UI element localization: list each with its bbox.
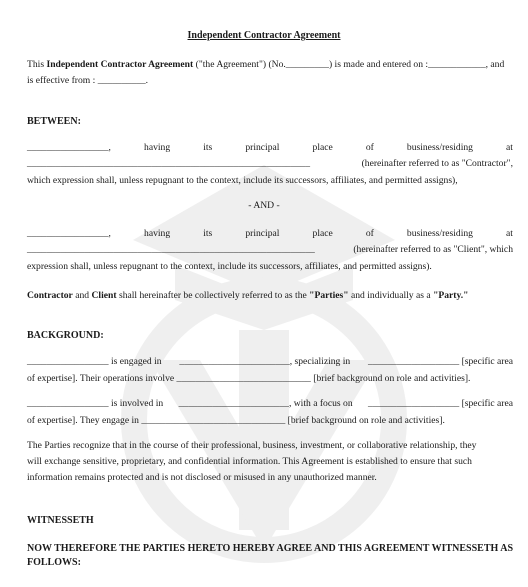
party2-hereinafter: (hereinafter referred to as "Client", which [353,244,513,255]
parties-definition [27,290,469,302]
party2-word: business/residing [406,228,473,239]
background-row-1 [27,356,513,368]
witnesseth-heading: WITNESSETH [27,515,94,526]
party2-line-1 [27,228,513,240]
party1-word: at [506,142,513,153]
parties-text: and individually as a [350,290,431,301]
party1-name-blank[interactable]: _________________, [27,142,111,153]
party1-word: place [312,142,333,153]
parties-term: Contractor [27,290,73,301]
party1-line-1 [27,142,513,154]
party1-hereinafter: (hereinafter referred to as "Contractor", [361,158,513,169]
party1-address-blank[interactable]: ___________________________________________________________ [27,158,311,169]
background-row-3 [27,398,513,410]
party2-word: its [203,228,213,239]
party2-line-3: expression shall, unless repugnant to the context, include its successors, affiliates, and permitted assigns). [27,261,432,272]
entered-date-blank[interactable]: ____________ [428,59,486,70]
party2-address-blank[interactable]: ____________________________________________________________ [27,244,315,255]
party1-line-2 [27,158,513,170]
background-cell: ___________________ [specific area [368,398,513,409]
party2-name-blank[interactable]: _________________, [27,228,111,239]
agreement-number-blank[interactable]: _________ [285,59,329,70]
party1-word: of [365,142,374,153]
intro-pre: This [27,59,45,70]
parties-term: "Party." [433,290,469,301]
document-title: Independent Contractor Agreement [187,30,341,41]
intro-line-1 [27,59,513,71]
effective-from-label: is effective from : [27,75,96,86]
parties-term: "Parties" [309,290,349,301]
background-cell: _________________ is engaged in [27,356,162,367]
party2-word: of [365,228,374,239]
background-row-2: of expertise]. Their operations involve ____________________________ [brief background on role and activities]. [27,373,471,384]
background-cell: _________________ is involved in [27,398,164,409]
agreement-name: Independent Contractor Agreement [46,59,194,70]
background-cell: _______________________, with a focus on [178,398,353,409]
intro-end: , and [485,59,505,70]
party2-word: principal [245,228,280,239]
background-row-4: of expertise]. They engage in ______________________________ [brief background on role and activities]. [27,415,445,426]
party1-word: principal [245,142,280,153]
background-heading: BACKGROUND: [27,330,104,341]
party2-word: at [506,228,513,239]
recognize-line-2: will exchange sensitive, proprietary, and confidential information. This Agreement is established to ensure that such [27,456,472,467]
and-separator: - AND - [248,200,280,211]
parties-text: shall hereinafter be collectively referred to as the [118,290,307,301]
intro-rest: ("the Agreement") (No. [195,59,286,70]
party2-word: having [144,228,171,239]
now-therefore-line-2: FOLLOWS: [27,557,81,568]
parties-text: and [75,290,90,301]
party1-word: its [203,142,213,153]
intro-line-2 [27,75,148,87]
parties-term: Client [91,290,117,301]
between-heading: BETWEEN: [27,116,81,127]
intro-after: ) is made and entered on : [328,59,429,70]
party2-word: place [312,228,333,239]
recognize-line-1: The Parties recognize that in the course of their professional, business, investment, or collaborative relationship, they [27,440,477,451]
recognize-line-3: information remains protected and is not disclosed or misused in any unauthorized manner. [27,472,377,483]
party1-word: having [144,142,171,153]
party1-word: business/residing [406,142,473,153]
background-cell: _______________________, specializing in [179,356,351,367]
party1-line-3: which expression shall, unless repugnant to the context, include its successors, affiliates, and permitted assigns), [27,175,458,186]
background-cell: ___________________ [specific area [368,356,513,367]
now-therefore-line-1: NOW THEREFORE THE PARTIES HERETO HEREBY AGREE AND THIS AGREEMENT WITNESSETH AS [27,543,514,554]
effective-date-blank[interactable]: __________. [97,75,149,86]
party2-line-2 [27,244,513,256]
